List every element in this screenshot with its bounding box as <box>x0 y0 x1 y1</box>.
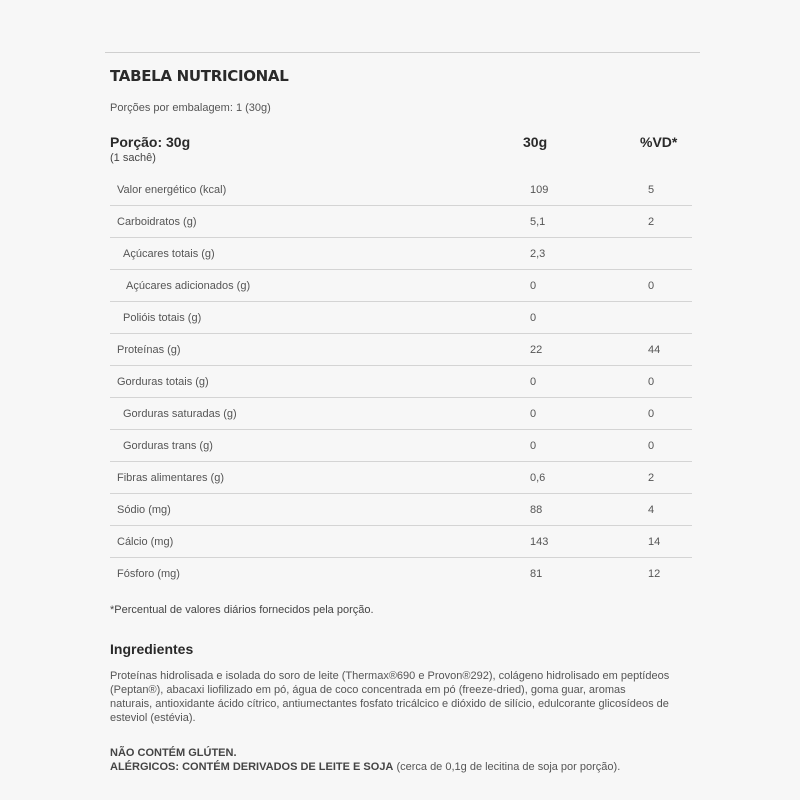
nutrient-amount: 0 <box>530 375 537 388</box>
portion-label: Porção: 30g <box>110 134 191 150</box>
allergen-notice-bold: ALÉRGICOS: CONTÉM DERIVADOS DE LEITE E SOJA <box>110 761 394 773</box>
nutrient-amount: 88 <box>530 503 543 516</box>
servings-per-package: Porções por embalagem: 1 (30g) <box>110 102 271 114</box>
table-row <box>110 302 692 334</box>
nutrient-name: Carboidratos (g) <box>117 215 197 228</box>
nutrient-amount: 0 <box>530 279 537 292</box>
table-header <box>110 134 695 174</box>
ingredients-title: Ingredientes <box>110 641 194 657</box>
nutrient-daily-value: 44 <box>648 343 661 356</box>
dv-footnote: *Percentual de valores diários fornecidos pela porção. <box>110 604 374 616</box>
nutrient-name: Cálcio (mg) <box>117 535 174 548</box>
nutrient-amount: 0 <box>530 311 537 324</box>
nutrient-amount: 81 <box>530 567 543 580</box>
nutrient-amount: 0 <box>530 407 537 420</box>
nutrient-name: Açúcares totais (g) <box>123 247 215 260</box>
gluten-notice: NÃO CONTÉM GLÚTEN. <box>110 747 237 759</box>
table-row <box>110 558 692 589</box>
table-row <box>110 206 692 238</box>
nutrition-table <box>110 174 692 589</box>
table-row <box>110 366 692 398</box>
nutrient-amount: 143 <box>530 535 549 548</box>
portion-cell <box>110 134 523 165</box>
nutrient-daily-value: 4 <box>648 503 655 516</box>
nutrient-name: Açúcares adicionados (g) <box>126 279 251 292</box>
nutrient-amount: 0 <box>530 439 537 452</box>
nutrient-name: Gorduras trans (g) <box>123 439 213 452</box>
portion-sublabel: (1 sachê) <box>110 152 156 164</box>
nutrient-daily-value: 0 <box>648 439 655 452</box>
nutrient-daily-value: 0 <box>648 279 655 292</box>
allergen-notice-detail: (cerca de 0,1g de lecitina de soja por porção). <box>393 761 621 773</box>
allergen-notice <box>110 760 695 774</box>
nutrient-name: Fósforo (mg) <box>117 567 180 580</box>
nutrient-amount: 0,6 <box>530 471 546 484</box>
nutrient-daily-value: 2 <box>648 471 655 484</box>
nutrient-amount: 5,1 <box>530 215 546 228</box>
nutrition-table-title: TABELA NUTRICIONAL <box>110 67 289 85</box>
top-divider <box>105 52 700 53</box>
nutrient-name: Proteínas (g) <box>117 343 181 356</box>
nutrient-daily-value: 12 <box>648 567 661 580</box>
nutrient-daily-value: 14 <box>648 535 661 548</box>
amount-column-header: 30g <box>523 134 548 150</box>
table-row <box>110 174 692 206</box>
nutrient-amount: 2,3 <box>530 247 546 260</box>
table-row <box>110 270 692 302</box>
nutrient-daily-value: 2 <box>648 215 655 228</box>
table-row <box>110 462 692 494</box>
nutrient-amount: 22 <box>530 343 543 356</box>
nutrient-name: Polióis totais (g) <box>123 311 202 324</box>
ingredients-text: Proteínas hidrolisada e isolada do soro de leite (Thermax®690 e Provon®292), colágeno hidrolisado em peptídeos (Peptan®), abacaxi liofilizado em pó, água de coco concentrada em pó (freeze-dried), goma guar, aromas naturais, antioxidante ácido cítrico, antiumectantes fosfato tricálcico e dióxido de silício, edulcorante glicosídeos de esteviol (estévia). <box>110 670 670 724</box>
dv-column-header: %VD* <box>640 134 678 150</box>
nutrient-name: Gorduras totais (g) <box>117 375 209 388</box>
nutrient-name: Gorduras saturadas (g) <box>123 407 237 420</box>
table-row <box>110 430 692 462</box>
nutrient-amount: 109 <box>530 183 549 196</box>
table-row <box>110 494 692 526</box>
table-row <box>110 526 692 558</box>
nutrient-daily-value: 0 <box>648 375 655 388</box>
nutrient-name: Sódio (mg) <box>117 503 171 516</box>
table-row <box>110 334 692 366</box>
nutrition-section <box>110 66 695 774</box>
table-row <box>110 398 692 430</box>
nutrient-name: Fibras alimentares (g) <box>117 471 224 484</box>
nutrient-name: Valor energético (kcal) <box>117 183 227 196</box>
nutrient-daily-value: 5 <box>648 183 655 196</box>
table-row <box>110 238 692 270</box>
nutrient-daily-value: 0 <box>648 407 655 420</box>
